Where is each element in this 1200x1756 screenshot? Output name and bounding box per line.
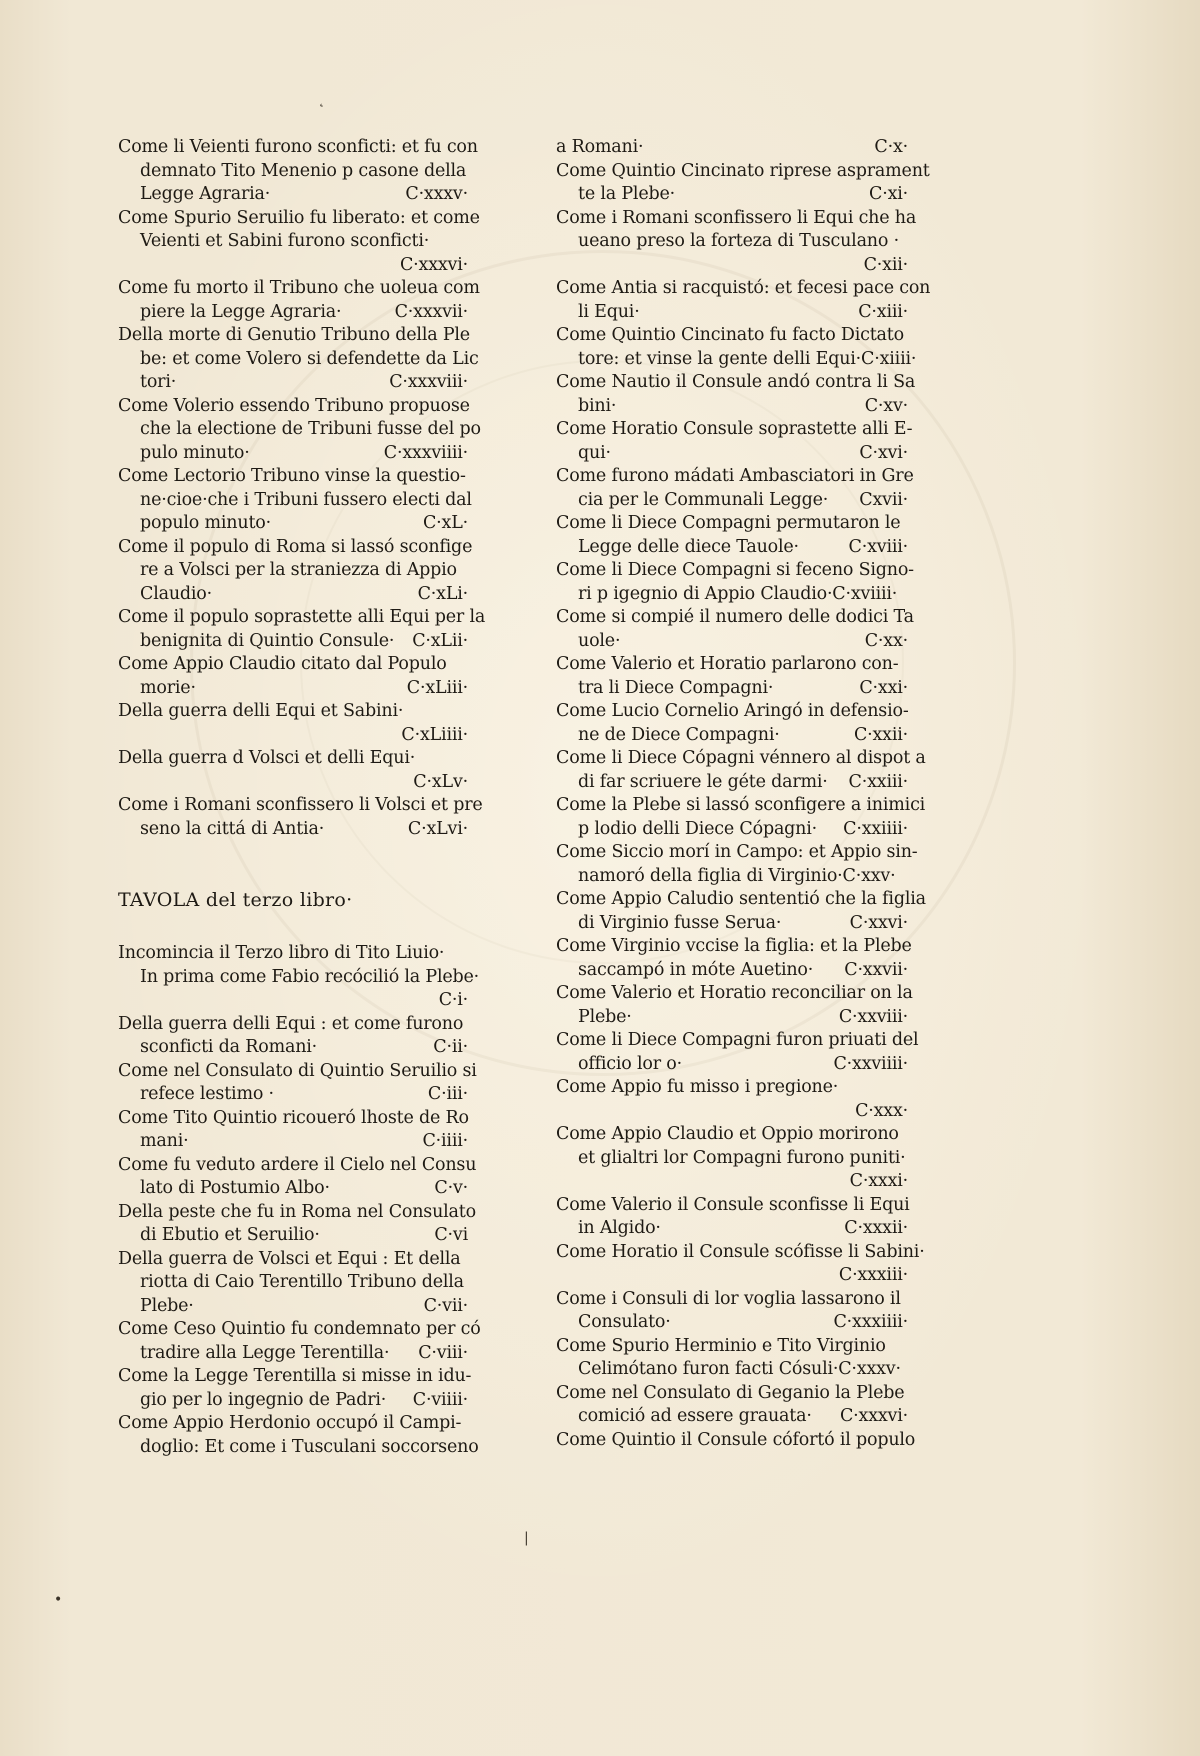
entry-line: Come i Romani sconfissero li Equi che ha [556, 207, 917, 228]
chapter-number: Cxvii· [859, 489, 908, 510]
entry-line: Come Appio Caludio sententió che la figlia [556, 889, 926, 909]
entry-line: qui· [578, 442, 611, 463]
entry-line: benignita di Quintio Consule· [140, 630, 395, 651]
entry-line: riotta di Caio Terentillo Tribuno della [140, 1272, 464, 1292]
entry-line: morie· [140, 677, 196, 698]
entry-line: Come li Veienti furono sconficti: et fu con [118, 137, 478, 157]
entry-line: Come la Legge Terentilla si misse in idu- [118, 1366, 472, 1386]
chapter-number: C·xLi· [417, 583, 468, 604]
entry-line: li Equi· [578, 301, 640, 322]
chapter-number: C·xxxv· [405, 184, 468, 204]
chapter-number: C·xxxi· [849, 1171, 908, 1191]
chapter-number: C·xLiii· [406, 677, 468, 698]
entry-line: seno la cittá di Antia· [140, 818, 325, 839]
entry-line: Come Horatio il Consule scófisse li Sabini· [556, 1241, 925, 1262]
entry-line: saccampó in móte Auetino· [578, 959, 814, 980]
entry-line: Come il populo soprastette alli Equi per la [118, 607, 486, 627]
chapter-number: C·xLii· [412, 630, 468, 651]
entry-line: mani· [140, 1131, 189, 1151]
chapter-number: C·xxiii· [848, 771, 908, 792]
chapter-number: C·xxvii· [844, 959, 908, 980]
chapter-number: C·xiii· [858, 301, 908, 322]
entry-line: Come fu veduto ardere il Cielo nel Consu [118, 1154, 477, 1175]
chapter-number: C·xxxvi· [399, 254, 468, 275]
entry-line: Come Spurio Herminio e Tito Virginio [556, 1335, 886, 1356]
entry-line: Della peste che fu in Roma nel Consulato [118, 1201, 476, 1222]
entry-line: Come i Romani sconfissero li Volsci et pre [118, 795, 483, 815]
chapter-number: C·iii· [427, 1084, 468, 1104]
chapter-number: C·xL· [422, 513, 468, 533]
entry-line: Come Appio Herdonio occupó il Campi- [118, 1413, 462, 1433]
entry-line: Come Lucio Cornelio Aringó in defensio- [556, 701, 909, 721]
chapter-number: C·ii· [433, 1037, 468, 1057]
entry-line: refece lestimo · [140, 1084, 274, 1104]
entry-line: tori· [140, 372, 177, 392]
entry-line: demnato Tito Menenio p casone della [140, 160, 467, 181]
entry-line: Come li Diece Compagni furon priuati del [556, 1030, 919, 1050]
entry-line: Come Valerio et Horatio reconciliar on la [556, 983, 913, 1003]
entry-line: ri p igegnio di Appio Claudio·C·xviiii· [578, 583, 898, 604]
entry-line: in Algido· [578, 1218, 661, 1238]
entry-line: uole· [578, 630, 621, 651]
entry-line: gio per lo ingegnio de Padri· [140, 1389, 387, 1410]
chapter-number: C·xLv· [413, 771, 468, 792]
entry-line: ne de Diece Compagni· [578, 724, 780, 745]
entry-line: Come furono mádati Ambasciatori in Gre [556, 466, 914, 486]
chapter-number: C·i· [438, 990, 468, 1010]
chapter-number: C·xxviii· [838, 1006, 908, 1027]
chapter-number: C·xvi· [859, 442, 908, 463]
entry-line: be: et come Volero si defendette da Lic [140, 348, 479, 369]
entry-line: Come Lectorio Tribuno vinse la questio- [118, 466, 466, 486]
entry-line: Come Nautio il Consule andó contra li Sa [556, 372, 916, 392]
chapter-number: C·x· [874, 137, 908, 157]
chapter-number: C·xxii· [853, 724, 908, 745]
entry-line: Consulato· [578, 1312, 671, 1332]
entry-line: tra li Diece Compagni· [578, 677, 774, 698]
entry-line: Come i Consuli di lor voglia lassarono il [556, 1288, 901, 1309]
entry-line: Come Valerio et Horatio parlarono con- [556, 654, 899, 674]
entry-line: ne·cioe·che i Tribuni fussero electi dal [140, 489, 472, 510]
entry-line: Della guerra delli Equi : et come furono [118, 1013, 464, 1034]
chapter-number: C·xLvi· [407, 818, 468, 839]
entry-line: bini· [578, 395, 617, 416]
entry-line: Come Quintio Cincinato riprese asprament [556, 160, 930, 181]
entry-line: Legge Agraria· [140, 184, 271, 204]
entry-line: cia per le Communali Legge· [578, 489, 829, 510]
entry-line: Plebe· [578, 1006, 632, 1027]
entry-line: di Virginio fusse Serua· [578, 912, 782, 933]
entry-line: Legge delle diece Tauole· [578, 536, 799, 557]
chapter-number: C·vi [434, 1225, 468, 1245]
chapter-number: C·vii· [423, 1295, 468, 1316]
entry-line: pulo minuto· [140, 442, 250, 463]
entry-line: Della guerra delli Equi et Sabini· [118, 701, 404, 721]
entry-line: Come Appio fu misso i pregione· [556, 1077, 839, 1097]
entry-line: officio lor o· [578, 1053, 682, 1074]
entry-line: Come Antia si racquistó: et fecesi pace con [556, 278, 931, 298]
entry-line: Come Quintio Cincinato fu facto Dictato [556, 325, 904, 345]
entry-line: In prima come Fabio recócilió la Plebe· [140, 966, 480, 987]
chapter-number: C·xxx· [855, 1100, 908, 1121]
entry-line: Come Tito Quintio ricoueró lhoste de Ro [118, 1107, 469, 1128]
entry-line: Come si compié il numero delle dodici Ta [556, 607, 914, 627]
entry-line: Come Ceso Quintio fu condemnato per có [118, 1319, 481, 1339]
entry-line: Come il populo di Roma si lassó sconfige [118, 536, 473, 557]
entry-line: Della guerra d Volsci et delli Equi· [118, 748, 416, 768]
entry-line: comició ad essere grauata· [578, 1406, 812, 1426]
chapter-number: C·xviii· [848, 536, 908, 557]
entry-line: sconficti da Romani· [140, 1037, 318, 1057]
entry-line: di far scriuere le géte darmi· [578, 771, 828, 792]
entry-line: Come la Plebe si lassó sconfigere a inimici [556, 795, 926, 815]
chapter-number: C·xxi· [859, 677, 908, 698]
entry-line: Plebe· [140, 1295, 194, 1316]
chapter-number: C·iiii· [422, 1131, 468, 1151]
chapter-number: C·v· [434, 1178, 468, 1198]
entry-line: ueano preso la forteza di Tusculano · [578, 231, 899, 251]
entry-line: Come nel Consulato di Geganio la Plebe [556, 1382, 905, 1403]
entry-line: di Ebutio et Seruilio· [140, 1225, 320, 1245]
entry-line: Veienti et Sabini furono sconficti· [140, 231, 430, 251]
chapter-number: C·xv· [864, 395, 908, 416]
entry-line: a Romani· [556, 137, 644, 157]
entry-line: Come Spurio Seruilio fu liberato: et come [118, 207, 480, 228]
entry-line: Come Horatio Consule soprastette alli E- [556, 419, 913, 439]
chapter-number: C·xxxiiii· [833, 1312, 908, 1332]
entry-line: Celimótano furon facti Cósuli·C·xxxv· [578, 1359, 901, 1379]
entry-line: Come Appio Claudio citato dal Populo [118, 654, 447, 674]
entry-line: che la electione de Tribuni fusse del po [140, 419, 481, 439]
chapter-number: C·xxvi· [849, 912, 908, 933]
entry-line: Come li Diece Compagni permutaron le [556, 513, 901, 533]
entry-line: tore: et vinse la gente delli Equi·C·xiiii· [578, 348, 917, 369]
entry-line: p lodio delli Diece Cópagni· [578, 818, 818, 839]
entry-line: re a Volsci per la straniezza di Appio [140, 560, 457, 580]
section-heading: TAVOLA del terzo libro· [118, 889, 353, 911]
chapter-number: C·xxviiii· [833, 1053, 908, 1074]
chapter-number: C·xxxviiii· [383, 442, 468, 463]
entry-line: Come fu morto il Tribuno che uoleua com [118, 278, 480, 298]
entry-line: et glialtri lor Compagni furono puniti· [578, 1147, 906, 1168]
chapter-number: C·xxxviii· [389, 372, 468, 392]
chapter-number: C·viiii· [412, 1389, 468, 1410]
ink-speck: ˛ [318, 92, 325, 108]
ink-speck: • [54, 1592, 63, 1608]
entry-line: Come Appio Claudio et Oppio morirono [556, 1124, 899, 1144]
entry-line: Claudio· [140, 583, 212, 604]
chapter-number: C·xLiiii· [401, 724, 468, 745]
entry-line: te la Plebe· [578, 184, 675, 204]
entry-line: Della morte di Genutio Tribuno della Ple [118, 325, 470, 345]
entry-line: Della guerra de Volsci et Equi : Et della [118, 1248, 461, 1269]
chapter-number: C·xii· [863, 254, 908, 275]
entry-line: Come nel Consulato di Quintio Seruilio si [118, 1060, 477, 1081]
entry-line: namoró della figlia di Virginio·C·xxv· [578, 865, 896, 886]
entry-line: Come Quintio il Consule cófortó il populo [556, 1429, 916, 1450]
chapter-number: C·xx· [864, 630, 908, 651]
chapter-number: C·xi· [869, 184, 908, 204]
entry-line: populo minuto· [140, 513, 271, 533]
chapter-number: C·viii· [418, 1342, 468, 1363]
chapter-number: C·xxxiii· [838, 1265, 908, 1285]
entry-line: lato di Postumio Albo· [140, 1178, 330, 1198]
chapter-number: C·xxxvi· [839, 1406, 908, 1426]
entry-line: Come Valerio il Consule sconfisse li Equi [556, 1194, 910, 1215]
entry-line: tradire alla Legge Terentilla· [140, 1342, 390, 1363]
entry-line: piere la Legge Agraria· [140, 301, 342, 322]
entry-line: Come li Diece Cópagni vénnero al dispot a [556, 748, 926, 768]
chapter-number: C·xxiiii· [843, 818, 908, 839]
ink-speck: | [524, 1530, 529, 1546]
entry-line: Come Volerio essendo Tribuno propuose [118, 395, 470, 416]
entry-line: doglio: Et come i Tusculani soccorseno [140, 1436, 479, 1457]
entry-line: Incomincia il Terzo libro di Tito Liuio· [118, 943, 445, 963]
entry-line: Come li Diece Compagni si feceno Signo- [556, 560, 914, 580]
entry-line: Come Siccio morí in Campo: et Appio sin- [556, 842, 918, 862]
chapter-number: C·xxxii· [844, 1218, 908, 1238]
entry-line: Come Virginio vccise la figlia: et la Plebe [556, 936, 912, 956]
chapter-number: C·xxxvii· [394, 301, 468, 322]
